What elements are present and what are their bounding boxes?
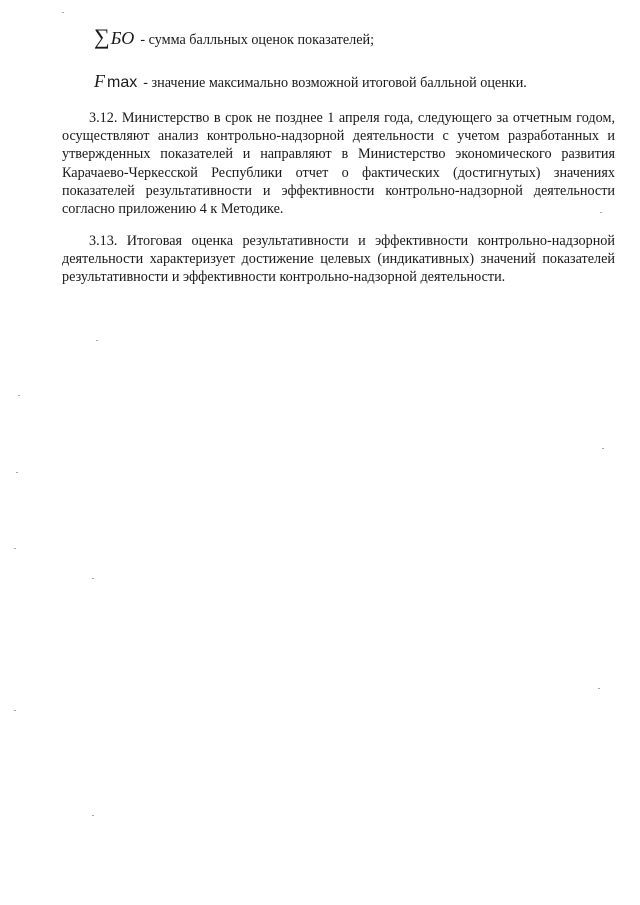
scan-speck bbox=[16, 472, 18, 473]
scan-speck bbox=[602, 448, 604, 449]
scan-speck bbox=[600, 212, 602, 213]
formula-fmax-symbol bbox=[94, 72, 137, 92]
scan-speck bbox=[598, 688, 600, 689]
scan-speck bbox=[18, 395, 20, 396]
formula-fmax-description: - значение максимально возможной итоговой балльной оценки. bbox=[143, 75, 527, 91]
scan-speck bbox=[92, 578, 94, 579]
scan-speck bbox=[14, 548, 16, 549]
formula-fmax-suffix: max bbox=[107, 74, 138, 91]
scan-speck bbox=[92, 815, 94, 816]
formula-sum-variable: БО bbox=[110, 28, 135, 48]
formula-fmax-variable: F bbox=[94, 71, 105, 91]
formula-sum-line bbox=[94, 24, 375, 49]
scan-speck bbox=[62, 12, 64, 13]
formula-sum-description: - сумма балльных оценок показателей; bbox=[140, 32, 375, 48]
formula-sum-symbol bbox=[94, 24, 135, 49]
sigma-symbol: ∑ bbox=[94, 24, 110, 49]
formula-fmax-line bbox=[94, 72, 527, 92]
paragraph-3-13: 3.13. Итоговая оценка результативности и эффективности контрольно-надзорной деятельности характеризует достижение целевых (индикативных) значений показателей результативности и эффективности контрольно-надзорной деятельности. bbox=[62, 233, 615, 286]
scan-speck bbox=[14, 710, 16, 711]
scan-speck bbox=[96, 340, 98, 341]
paragraph-3-12: 3.12. Министерство в срок не позднее 1 апреля года, следующего за отчетным годом, осуществляют анализ контрольно-надзорной деятельности с учетом разработанных и утвержденных показателей и направляют в Министерство экономического развития Карачаево-Черкесской Республики отчет о фактических (достигнутых) значениях показателей результативности и эффективности контрольно-надзорной деятельности согласно приложению 4 к Методике. bbox=[62, 110, 615, 218]
